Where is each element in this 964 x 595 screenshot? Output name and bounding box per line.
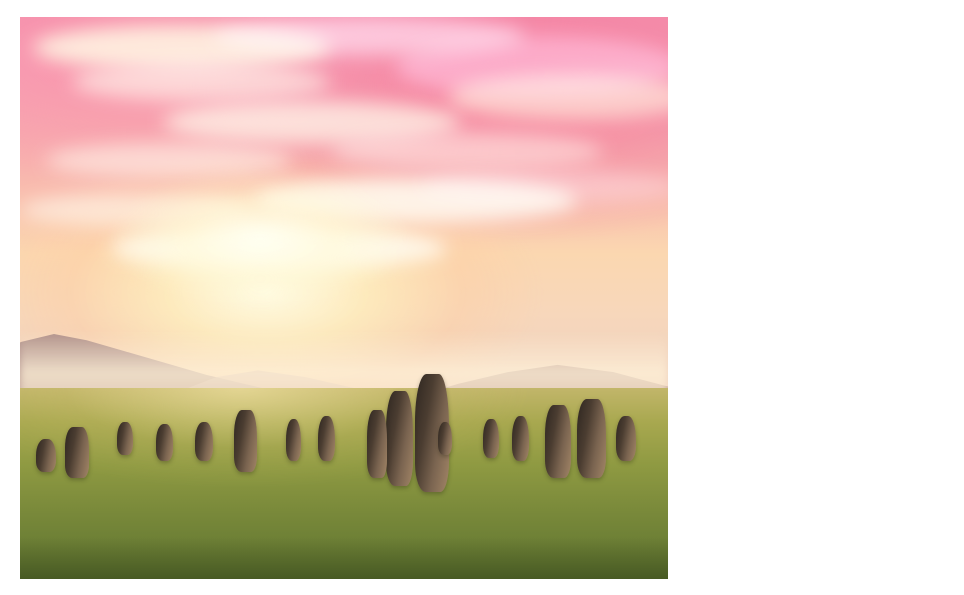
standing-stone (234, 410, 257, 472)
standing-stone (65, 427, 88, 478)
standing-stone (36, 439, 55, 473)
grass-field (20, 388, 668, 579)
cloud (72, 63, 331, 101)
field-shadow (20, 537, 668, 579)
sun-glow (111, 170, 409, 308)
landscape-photograph (20, 17, 668, 579)
contents-page (670, 0, 964, 595)
standing-stone (195, 422, 213, 461)
standing-stone (386, 391, 413, 487)
cloud (448, 74, 668, 120)
standing-stone (117, 422, 133, 456)
standing-stone (286, 419, 302, 461)
standing-stone (616, 416, 635, 461)
standing-stone (512, 416, 529, 461)
standing-stone (545, 405, 571, 478)
standing-stone (577, 399, 606, 478)
standing-stone (367, 410, 388, 477)
standing-stone (483, 419, 499, 458)
cloud (331, 132, 603, 170)
standing-stone (156, 424, 173, 461)
standing-stone (318, 416, 335, 461)
standing-stone (438, 422, 452, 456)
